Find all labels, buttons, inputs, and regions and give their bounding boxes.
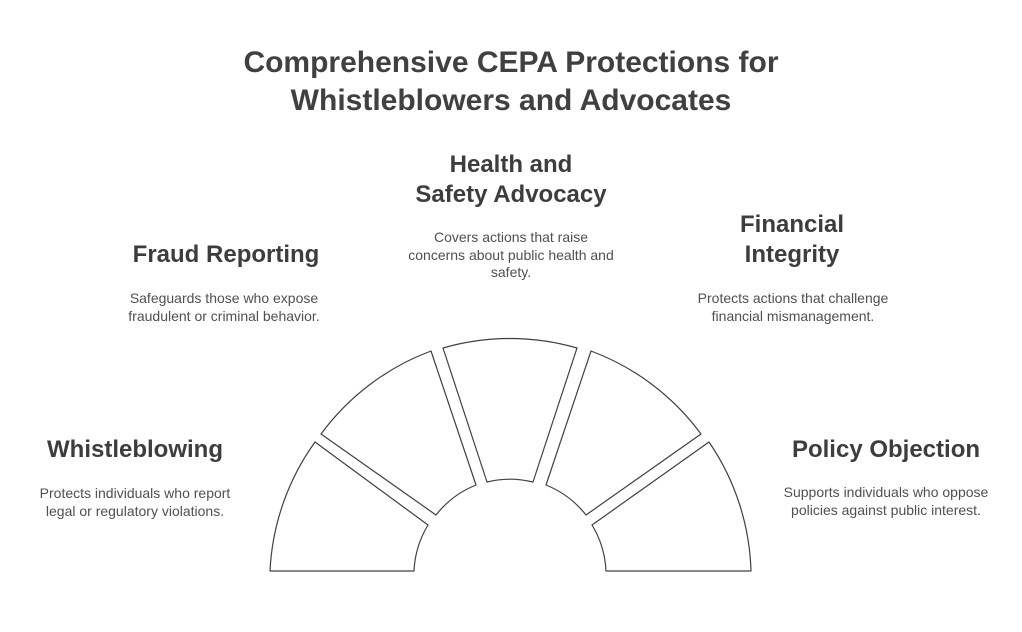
heading-health-safety-line-1: Health and bbox=[449, 151, 573, 178]
heading-whistleblowing: Whistleblowing bbox=[47, 436, 223, 463]
description-financial-integrity: Protects actions that challenge financial mismanagement. bbox=[697, 290, 889, 324]
heading-health-safety bbox=[396, 150, 626, 210]
heading-financial-line-1: Financial bbox=[739, 211, 845, 238]
description-policy-objection: Supports individuals who oppose policies against public interest. bbox=[783, 484, 989, 518]
heading-health-safety-line-2: Safety Advocacy bbox=[415, 181, 607, 208]
title-line-2: Whistleblowers and Advocates bbox=[290, 84, 732, 117]
description-whistleblowing: Protects individuals who report legal or regulatory violations. bbox=[39, 485, 231, 519]
heading-financial-integrity bbox=[677, 210, 907, 270]
title-line-1: Comprehensive CEPA Protections for bbox=[243, 46, 779, 79]
heading-fraud-reporting: Fraud Reporting bbox=[132, 241, 320, 268]
heading-policy-objection: Policy Objection bbox=[791, 436, 981, 463]
heading-financial-line-2: Integrity bbox=[744, 241, 840, 268]
description-fraud-reporting: Safeguards those who expose fraudulent or criminal behavior. bbox=[128, 290, 320, 324]
description-health-safety: Covers actions that raise concerns about public health and safety. bbox=[408, 229, 614, 280]
